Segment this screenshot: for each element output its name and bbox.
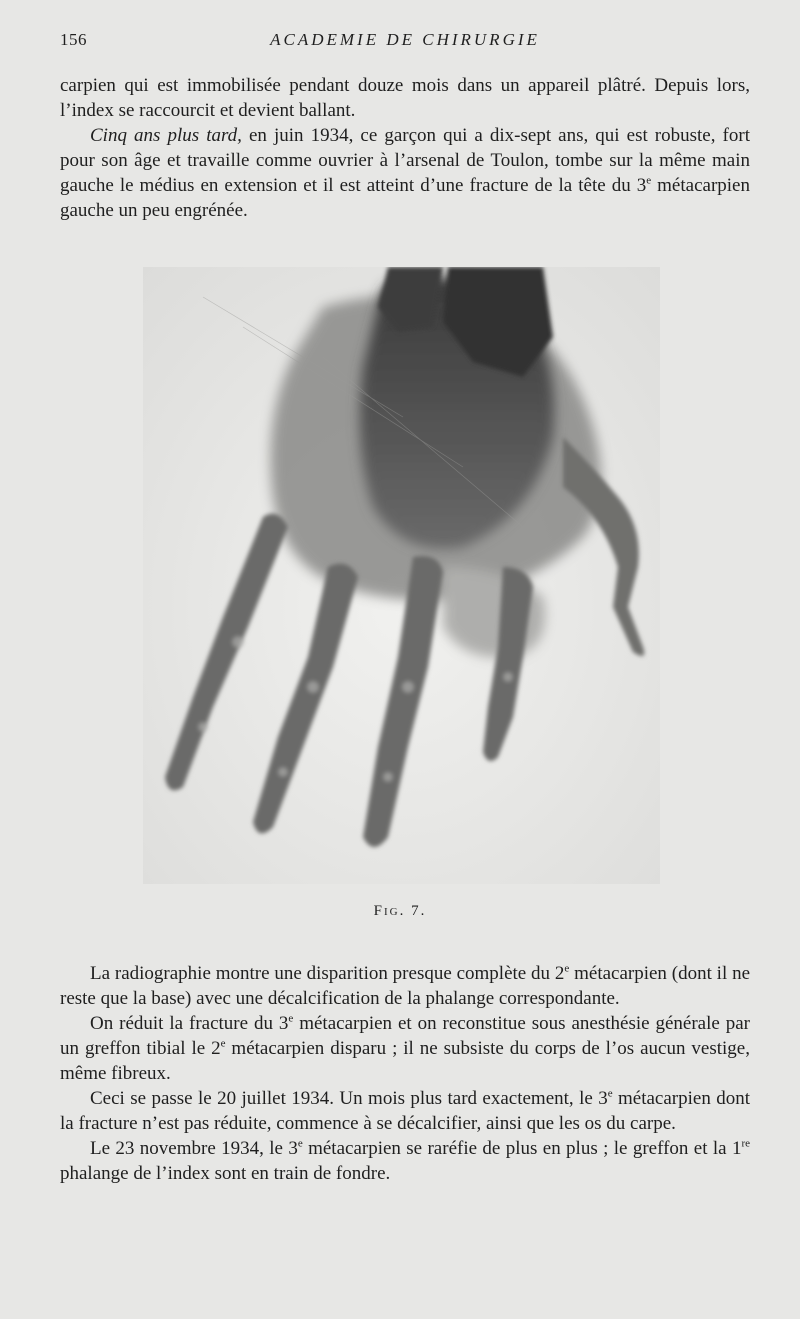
hand-radiograph-figure: [143, 267, 660, 884]
paragraph: [60, 961, 750, 1011]
paragraph: [60, 1011, 750, 1086]
paragraph-text: métacarpien (dont il ne reste que la base) avec une décalcification de la phalange correspondante.: [60, 963, 750, 1009]
superscript: re: [741, 1137, 750, 1150]
paragraph-text: Ceci se passe le 20 juillet 1934. Un mois plus tard exactement, le 3: [90, 1088, 608, 1109]
paragraph-text: métacarpien se raréfie de plus en plus ; le greffon et la 1: [302, 1138, 742, 1159]
running-title: ACADEMIE DE CHIRURGIE: [270, 30, 540, 49]
paragraph: [60, 1136, 750, 1186]
paragraph: [60, 123, 750, 223]
superscript: e: [288, 1012, 294, 1025]
paragraph: [60, 1086, 750, 1136]
italic-phrase: Cinq ans plus tard,: [90, 125, 242, 146]
paragraph-text: en juin 1934, ce garçon qui a dix-sept ans, qui est robuste, fort pour son âge et travaille comme ouvrier à l’arsenal de Toulon, tombe sur la même main gauche le médius en extension et il est atteint d’une fracture de la tête du 3: [60, 125, 750, 196]
figure-caption: Fig. 7.: [373, 903, 427, 919]
superscript: e: [297, 1137, 303, 1150]
bottom-text-block: [60, 961, 750, 1186]
paragraph-text: métacarpien disparu ; il ne subsiste du corps de l’os aucun vestige, même fibreux.: [60, 1038, 750, 1084]
paragraph-text: métacarpien gauche un peu engrénée.: [60, 175, 750, 221]
hand-radiograph-icon: [143, 267, 660, 884]
paragraph-text: phalange de l’index sont en train de fondre.: [60, 1163, 391, 1184]
page-header: [60, 30, 750, 54]
superscript: e: [646, 174, 652, 187]
paragraph-text: métacarpien dont la fracture n’est pas réduite, commence à se décalcifier, ainsi que les os du carpe.: [60, 1088, 751, 1134]
superscript: e: [564, 962, 570, 975]
paragraph-text: La radiographie montre une disparition presque complète du 2: [90, 963, 565, 984]
paragraph-text: carpien qui est immobilisée pendant douze mois dans un appareil plâtré. Depuis lors, l’index se raccourcit et devient ballant.: [60, 75, 750, 121]
paragraph: [60, 73, 750, 123]
paragraph-text: Le 23 novembre 1934, le 3: [90, 1138, 298, 1159]
paragraph-text: métacarpien et on reconstitue sous anesthésie générale par un greffon tibial le 2: [60, 1013, 750, 1059]
superscript: e: [220, 1037, 226, 1050]
top-text-block: [60, 73, 750, 223]
superscript: e: [607, 1087, 613, 1100]
paragraph-text: On réduit la fracture du 3: [90, 1013, 289, 1034]
page-number: 156: [60, 30, 87, 49]
